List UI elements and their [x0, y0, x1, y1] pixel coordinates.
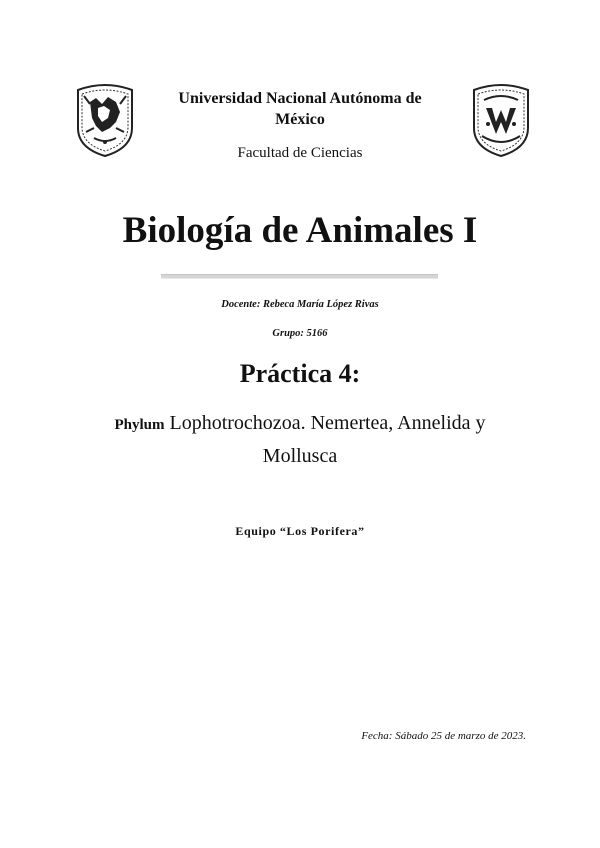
- faculty-seal-icon: [468, 82, 534, 158]
- title-divider: [161, 274, 438, 279]
- practice-title: Práctica 4:: [239, 359, 361, 388]
- team-name: Equipo “Los Porifera”: [235, 524, 365, 538]
- phylum-label: Phylum: [114, 417, 165, 433]
- university-name: [140, 88, 460, 130]
- university-name-line1: Universidad Nacional Autónoma de: [178, 90, 422, 107]
- document-date: Fecha: Sábado 25 de marzo de 2023.: [361, 730, 526, 742]
- faculty-name: Facultad de Ciencias: [237, 145, 363, 161]
- practice-subject-line1: Lophotrochozoa. Nemertea, Annelida y: [169, 412, 486, 434]
- unam-seal-icon: [72, 82, 138, 158]
- university-name-line2: México: [275, 111, 325, 128]
- practice-subject-line2: Mollusca: [262, 445, 338, 467]
- group-number: Grupo: 5166: [272, 328, 328, 339]
- teacher-name: Docente: Rebeca María López Rivas: [221, 299, 379, 310]
- practice-subject: [70, 408, 530, 472]
- course-title: Biología de Animales I: [122, 210, 478, 251]
